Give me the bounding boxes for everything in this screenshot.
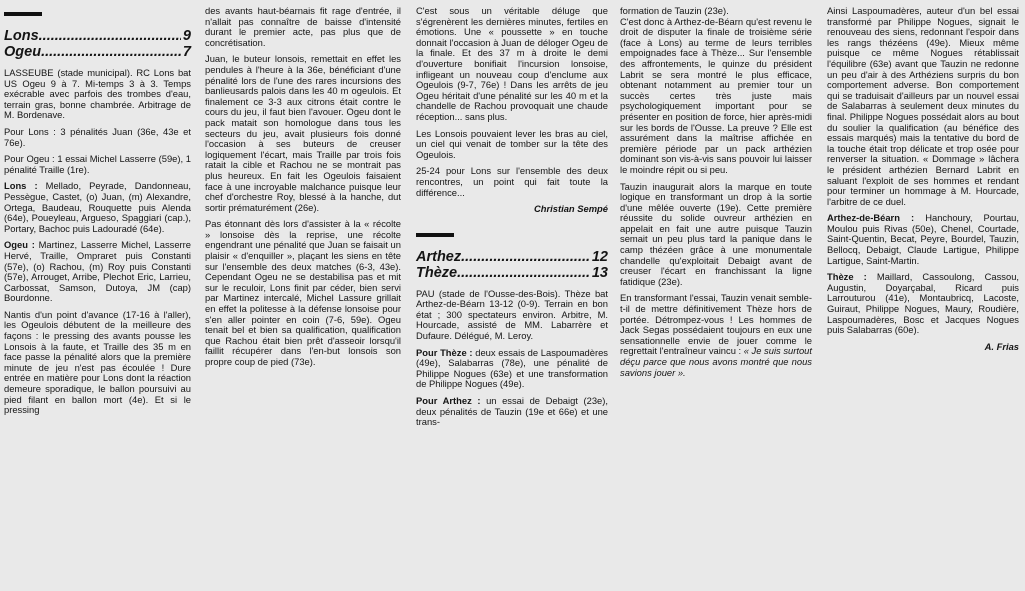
paragraph: Nantis d'un point d'avance (17-16 à l'aller), les Ogeulois débutent de la meilleure des façons : le pressing des avants pousse les Lonsois à la faute, et Traille des 35 m en face passe la pénalité alors que la première minute de jeu n'est pas écoulée ! Dure entrée en matière pour Lons dont la réaction demeure sporadique, le ballon poursuivi au pied filant en ballon mort (4e). Et si le pressing [4, 308, 191, 416]
team-name: Lons [4, 28, 39, 44]
team-score: 7 [182, 44, 191, 60]
arthez-lineup: Arthez-de-Béarn : Hanchoury, Pourtau, Moulou puis Rivas (50e), Chenel, Courtade, Saint-Quentin, Becat, Peyre, Bourdel, Tauzin, Bellocq, Debaigt, Claude Lartigue, Philippe Lartigue, Saint-Martin. [827, 212, 1019, 266]
paragraph: Les Lonsois pouvaient lever les bras au ciel, un ciel qui venait de tomber sur la tête des Ogeulois. [416, 127, 608, 160]
team-name: Thèze [416, 264, 458, 281]
paragraph: formation de Tauzin (23e). [620, 5, 729, 16]
column-1 [4, 6, 191, 422]
match-info: PAU (stade de l'Ousse-des-Bois). Thèze bat Arthez-de-Béarn 13-12 (0-9). Terrain en bon état ; 300 spectateurs environ. Arbitre, M. Hourcade, assisté de MM. Labarrère et Dufaure. Délégué, M. Leroy. [416, 287, 608, 342]
author-signature: A. Frias [984, 340, 1019, 352]
score-line-ogeu [4, 44, 191, 60]
lons-scoring: Pour Lons : 3 pénalités Juan (36e, 43e et 76e). [4, 125, 191, 148]
paragraph: Juan, le buteur lonsois, remettait en effet les pendules à l'heure à la 36e, bénéficiant d'une pénalité lors de l'une des rares incursions des banlieusards palois dans les 40 m ogeulois. Et finalement ce 3-3 aux citrons était contre le cours du jeu, il faut bien l'avouer. Ogeu dont le pack matait son homologue dans tous les secteurs du jeu, avait plusieurs fois donné l'occasion à ses buteurs de creuser logiquement l'écart, mais Traille par trois fois ratait la cible et Rachou ne se montrait pas plus heureux. En fait les Ogeulois faisaient face à une incroyable malchance puisque leur chef d'orchestre Roy, blessé à la hanche, dut sortir prématurément (26e). [205, 53, 401, 213]
team-score: 9 [182, 28, 191, 44]
paragraph: Ainsi Laspoumadères, auteur d'un bel essai transformé par Philippe Nogues, signait le renouveau des siens, redonnant l'espoir dans les rangs thézéens (49e). Mieux même puisque ce même Nogues rétablissait l'équilibre (63e) avant que Tauzin ne redonne un peu d'air à des Arthéziens surpris du bon comportement adverse. Bon comportement qui se traduisait d'ailleurs par un nouvel essai de Salabarras à seulement deux minutes du final. Philippe Nogues possédait alors au bout du soulier la qualification (au bénéfice des essais marqués) mais la tentative du bord de la touche était trop délicate et trop osée pour renverser la situation. « Dommage » lâchera le président arthézien Bernard Labrit en saluant l'exploit de ses hommes et rendant pour terminer un hommage à M. Hourcade, l'arbitre de ce duel. [827, 5, 1019, 207]
ogeu-lineup: Ogeu : Martinez, Lasserre Michel, Lasserre Hervé, Traille, Ompraret puis Constanti (57e), (o) Rachou, (m) Roy puis Constanti (57e), Arrouget, Arribe, Plechot Eric, Larrieu, Carbossat, Samson, Dutoya, JM (cap) Bourdonne. [4, 239, 191, 304]
score-line-arthez [416, 249, 608, 265]
paragraph: C'est sous un véritable déluge que s'égrenèrent les dernières minutes, fertiles en émotions. Une « poussette » en touche donnait l'occasion à Juan de déloger Ogeu de la finale. Et des 37 m à droite le demi d'ouverture bonifiait l'incursion lonsoise, infligeant un nouveau coup d'enclume aux Ogeulois (9-7, 76e) ! Dans les arrêts de jeu Ogeu héritait d'une pénalité sur les 40 m et la chandelle de Rachou provoquait une chaude réception... sans plus. [416, 5, 608, 122]
ogeu-scoring: Pour Ogeu : 1 essai Michel Lasserre (59e), 1 pénalité Traille (1re). [4, 153, 191, 175]
column-2 [205, 6, 401, 374]
theze-scoring: Pour Thèze : deux essais de Laspoumadères (49e), Salabarras (78e), une pénalité de Philippe Nogues (63e) et une transformation de Philippe Nogues (49e). [416, 346, 608, 390]
column-3 [416, 6, 608, 434]
column-4 [620, 6, 812, 384]
section-rule [416, 233, 454, 237]
author-signature: Christian Sempé [534, 203, 608, 215]
score-line-lons [4, 28, 191, 44]
team-score: 12 [591, 248, 608, 265]
paragraph: Pas étonnant dès lors d'assister à la « récolte » lonsoise dès la reprise, une récolte engendrant une pénalité que Juan se faisait un plaisir « d'enquiller », plaçant les siens en tête sur l'ensemble des deux matches (6-3, 43e). Cependant Ogeu ne se destabilisa pas et mit sur le reculoir, Lons finit par céder, bien servi par Martinez intercalé, Michel Lassure grillait en effet la politesse à la défense lonsoise pour s'en aller pointer en coin (7-6, 59e). Ogeu tenait bel et bien sa qualification, qualification que Rachou était bien prêt d'asseoir lorsqu'il faillit récupérer dans l'en-but lonsois son propre coup de pied (73e). [205, 218, 401, 367]
team-score: 13 [591, 264, 608, 281]
paragraph: En transformant l'essai, Tauzin venait semble-t-il de mettre définitivement Thèze hors de portée. Détrompez-vous ! Les hommes de Jack Segas possédaient toujours en eux une sensationnelle envie de jouer comme le regrettait l'entraîneur vaincu : « Je suis surtout déçu parce que nous avons montré que nous savions jouer ». [620, 292, 812, 378]
team-name: Arthez [416, 248, 462, 265]
match-info: LASSEUBE (stade municipal). RC Lons bat US Ogeu 9 à 7. Mi-temps 3 à 3. Temps exécrable avec parfois des trombes d'eau, terrain gras, bonne chambrée. Arbitrage de M. Bordenave. [4, 67, 191, 121]
paragraph: Tauzin inaugurait alors la marque en toute logique en transformant un drop à la sortie d'une mêlée ouverte (19e). Cette première réussite du solide ouvreur arthézien en appelait en fait une autre puisque Tauzin semait un peu plus tard la panique dans le camp thézéen grâce à une monumentale chandelle qu'exploitait Debaigt avant de creuser l'écart en franchissant la ligne fatidique (23e). [620, 180, 812, 287]
paragraph: des avants haut-béarnais fit rage d'entrée, il n'allait pas connaître de baisse d'intensité durant le premier acte, pas plus que de concrétisation. [205, 5, 401, 48]
section-rule [4, 12, 42, 16]
theze-lineup: Thèze : Maillard, Cassoulong, Cassou, Augustin, Doyarçabal, Ricard puis Larrouturou (41e), Montaubricq, Lacoste, Guiraut, Philippe Nogues, Maury, Roudière, Laspoumadères, Bosc et Jacques Nogues puis Salabarras (60e). [827, 271, 1020, 336]
column-5 [827, 6, 1019, 352]
paragraph: 25-24 pour Lons sur l'ensemble des deux rencontres, un point qui fait toute la différence... [416, 165, 608, 198]
paragraph: C'est donc à Arthez-de-Béarn qu'est revenu le droit de disputer la finale de troisième série (face à Lons) au terme de leurs terribles empoignades face à Thèze... Sur l'ensemble des affrontements, le quinze du président Labrit se sera montré le plus efficace, obtenant notamment au premier tour un succès certes très juste mais psychologiquement important pour se présenter en position de force, hier après-midi sur les bords de l'Ousse. La preuve ? Elle est assurément dans la maîtrise affichée en première période par un pack arthézien dominant son vis-à-vis sans pouvoir lui laisser le moindre répit ou si peu. [620, 15, 812, 175]
lons-lineup: Lons : Mellado, Peyrade, Dandonneau, Pessègue, Castet, (o) Juan, (m) Alexandre, Ortega, Baudeau, Rouquette puis Alenda (64e), Poueyleau, Argueso, Spaggiari (cap.), Portary, Bachoc puis Ladouradé (64e). [4, 180, 191, 234]
score-line-theze [416, 265, 608, 281]
team-name: Ogeu [4, 44, 42, 60]
arthez-scoring: Pour Arthez : un essai de Debaigt (23e), deux pénalités de Tauzin (19e et 66e) et une trans- [416, 395, 608, 428]
